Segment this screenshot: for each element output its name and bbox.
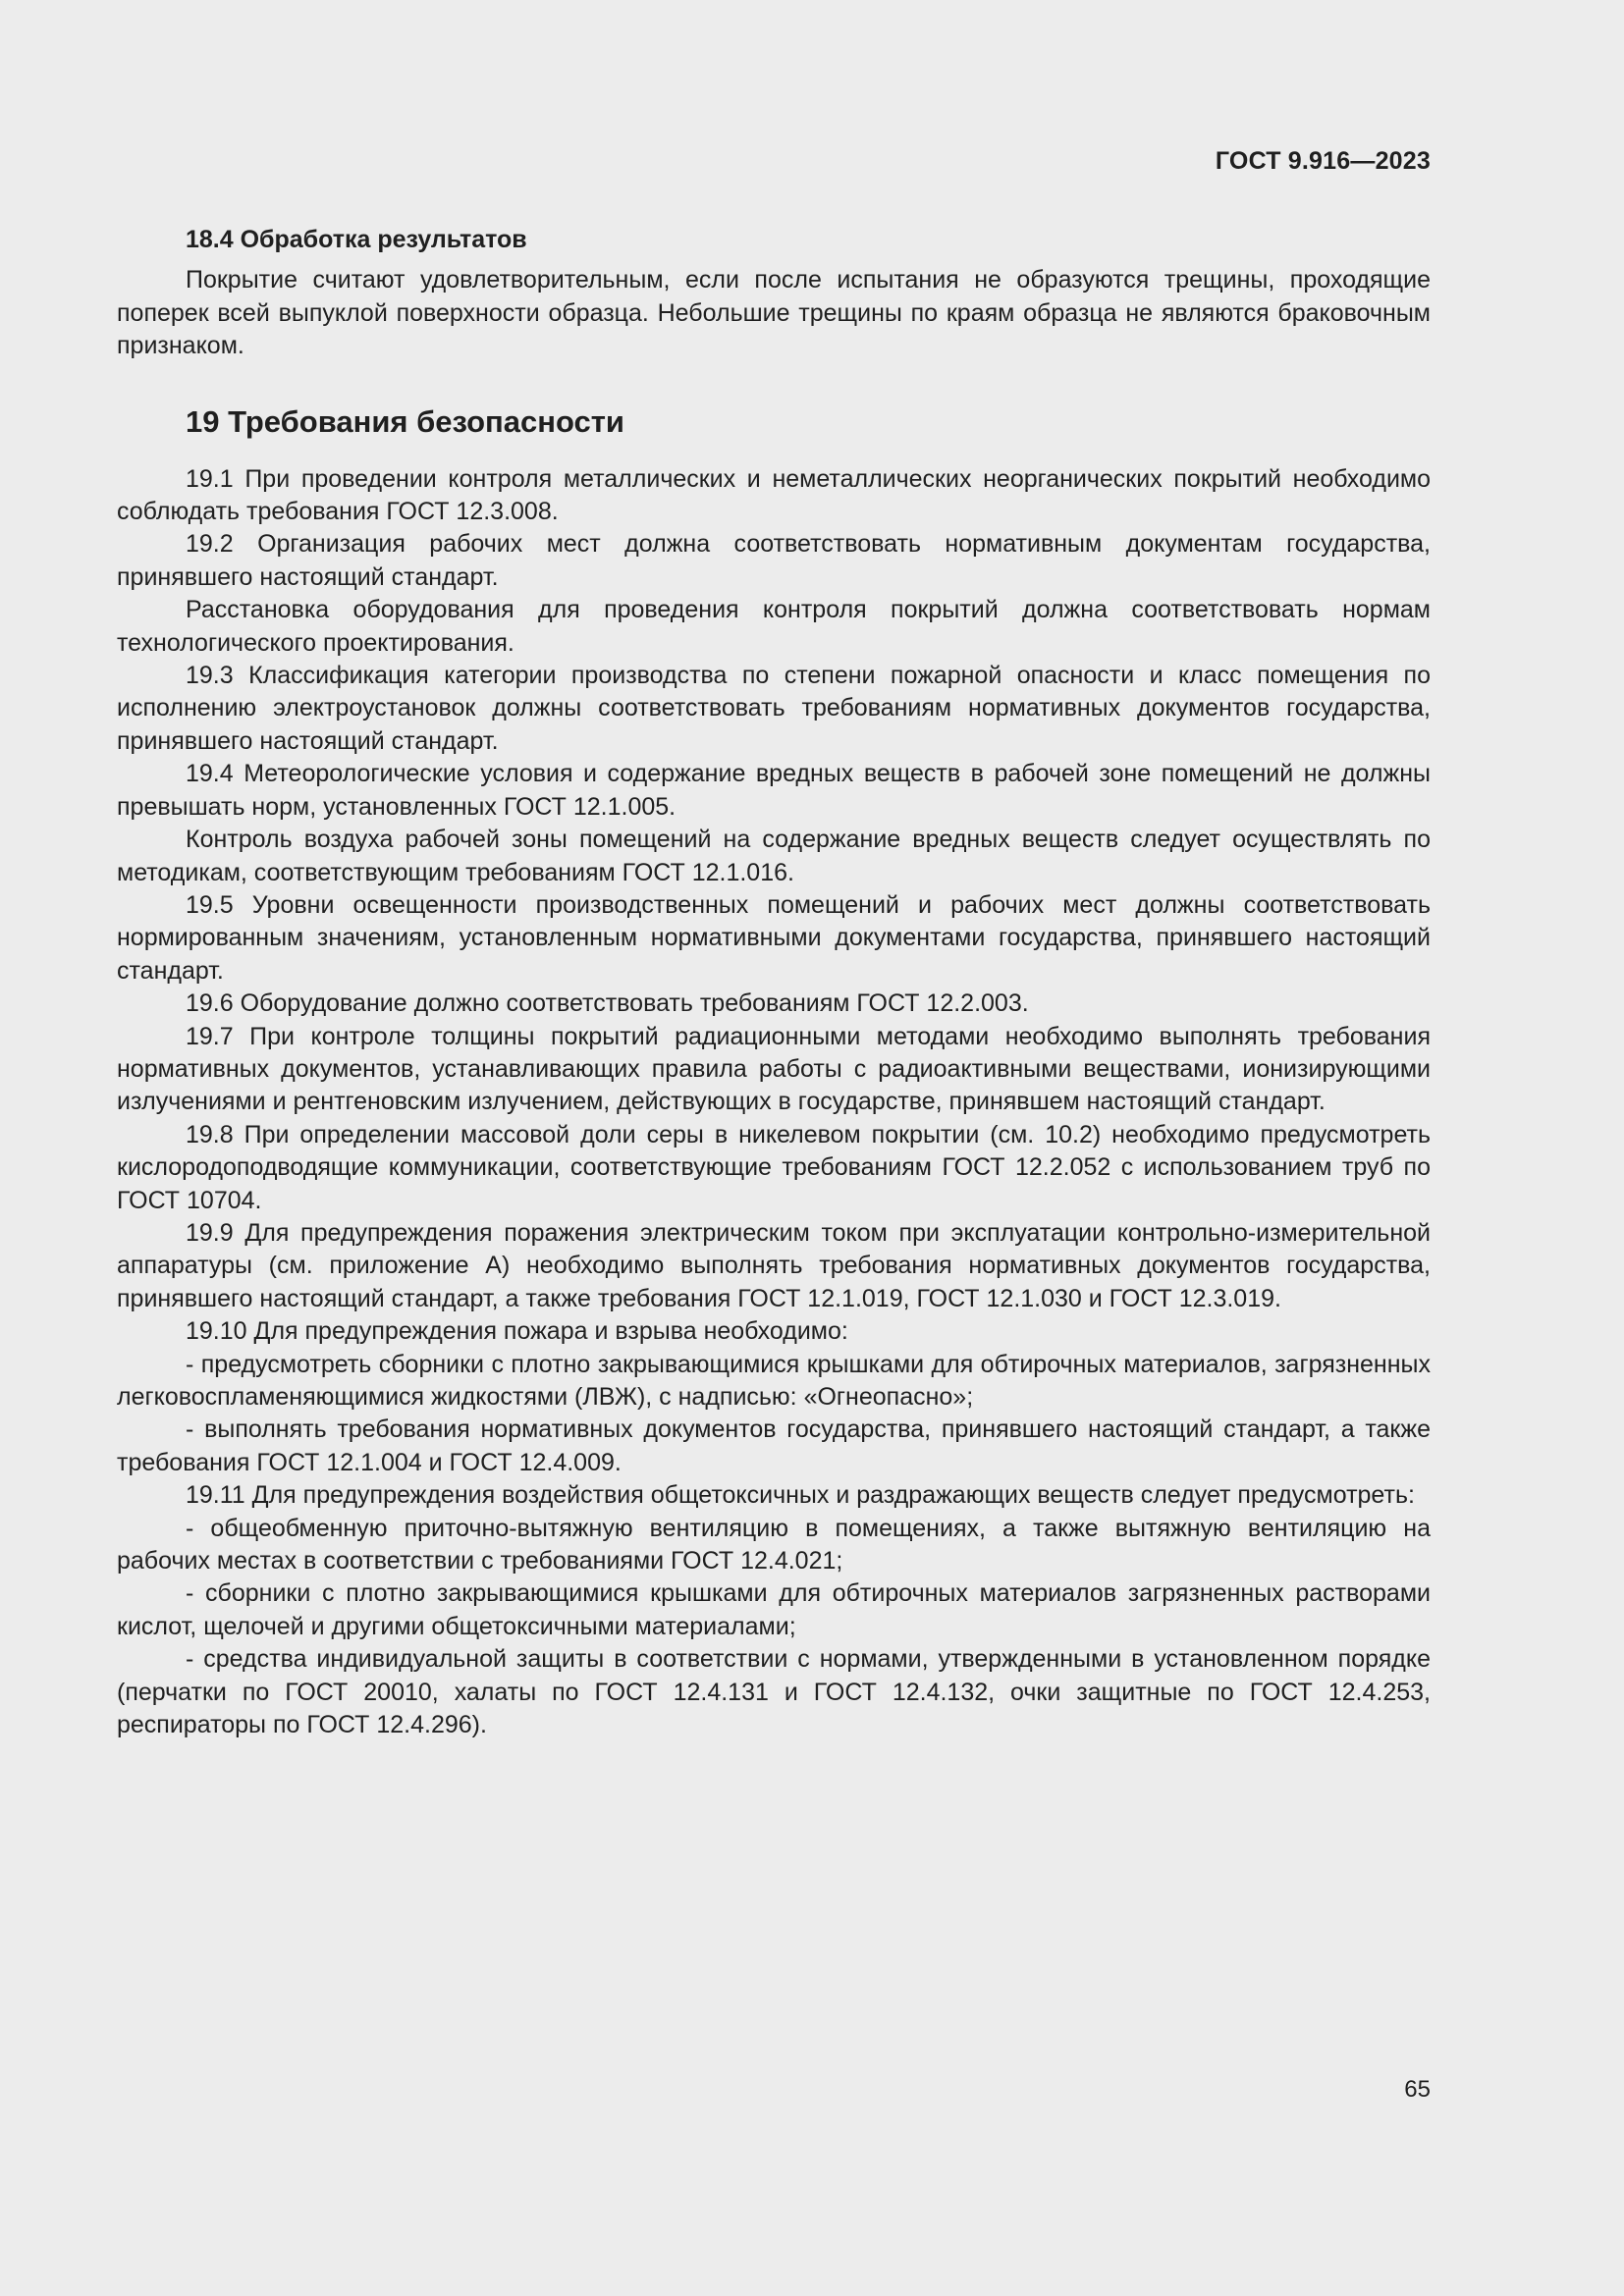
- list-item-19-11-ventilation: - общеобменную приточно-вытяжную вентиляцию в помещениях, а также вытяжную вентиляцию на рабочих местах в соответствии с требованиями ГОСТ 12.4.021;: [117, 1514, 1431, 1575]
- list-item-19-10-requirements: - выполнять требования нормативных документов государства, принявшего настоящий стандарт, а также требования ГОСТ 12.1.004 и ГОСТ 12.4.009.: [117, 1415, 1431, 1476]
- paragraph-19-8: 19.8 При определении массовой доли серы в никелевом покрытии (см. 10.2) необходимо предусмотреть кислородоподводящие коммуникации, соответствующие требованиям ГОСТ 12.2.052 с использованием труб по ГОСТ 10704.: [117, 1120, 1431, 1214]
- paragraph-19-11: 19.11 Для предупреждения воздействия общетоксичных и раздражающих веществ следует предусмотреть:: [186, 1481, 1415, 1510]
- list-item-19-10-containers: - предусмотреть сборники с плотно закрывающимися крышками для обтирочных материалов, загрязненных легковоспламеняющимися жидкостями (ЛВЖ), с надписью: «Огнеопасно»;: [117, 1350, 1431, 1411]
- paragraph-19-5: 19.5 Уровни освещенности производственных помещений и рабочих мест должны соответствовать нормированным значениям, установленным нормативными документами государства, принявшего настоящий стандарт.: [117, 890, 1431, 985]
- list-item-19-11-containers: - сборники с плотно закрывающимися крышками для обтирочных материалов загрязненных растворами кислот, щелочей и другими общетоксичными материалами;: [117, 1579, 1431, 1640]
- paragraph-19-6: 19.6 Оборудование должно соответствовать требованиям ГОСТ 12.2.003.: [186, 989, 1029, 1018]
- paragraph-19-4-air-control: Контроль воздуха рабочей зоны помещений на содержание вредных веществ следует осуществлять по методикам, соответствующим требованиям ГОСТ 12.1.016.: [117, 826, 1431, 886]
- document-body: [117, 224, 1431, 1741]
- subsection-heading-18-4: 18.4 Обработка результатов: [186, 226, 527, 253]
- page-number: 65: [1404, 2076, 1431, 2103]
- paragraph-19-9: 19.9 Для предупреждения поражения электрическим током при эксплуатации контрольно-измерительной аппаратуры (см. приложение А) необходимо выполнять требования нормативных документов государства, принявшего настоящий стандарт, а также требования ГОСТ 12.1.019, ГОСТ 12.1.030 и ГОСТ 12.3.019.: [117, 1218, 1431, 1312]
- standard-code: ГОСТ 9.916—2023: [1215, 147, 1431, 175]
- paragraph-19-3: 19.3 Классификация категории производства по степени пожарной опасности и класс помещения по исполнению электроустановок должны соответствовать требованиям нормативных документов государства, принявшего настоящий стандарт.: [117, 662, 1431, 755]
- paragraph-18-4: Покрытие считают удовлетворительным, если после испытания не образуются трещины, проходящие поперек всей выпуклой поверхности образца. Небольшие трещины по краям образца не являются браковочным признаком.: [117, 266, 1431, 360]
- section-heading-19: 19 Требования безопасности: [186, 403, 624, 439]
- paragraph-19-10: 19.10 Для предупреждения пожара и взрыва необходимо:: [186, 1317, 848, 1346]
- paragraph-19-4: 19.4 Метеорологические условия и содержание вредных веществ в рабочей зоне помещений не должны превышать норм, установленных ГОСТ 12.1.005.: [117, 760, 1431, 821]
- paragraph-19-2: 19.2 Организация рабочих мест должна соответствовать нормативным документам государства, принявшего настоящий стандарт.: [117, 530, 1431, 591]
- paragraph-19-7: 19.7 При контроле толщины покрытий радиационными методами необходимо выполнять требования нормативных документов, устанавливающих правила работы с радиоактивными веществами, ионизирующими излучениями и рентгеновским излучением, действующих в государстве, принявшем настоящий стандарт.: [117, 1022, 1431, 1116]
- paragraph-19-2-equipment: Расстановка оборудования для проведения контроля покрытий должна соответствовать нормам технологического проектирования.: [117, 596, 1431, 657]
- paragraph-19-1: 19.1 При проведении контроля металлических и неметаллических неорганических покрытий необходимо соблюдать требования ГОСТ 12.3.008.: [117, 464, 1431, 526]
- list-item-19-11-protection: - средства индивидуальной защиты в соответствии с нормами, утвержденными в установленном порядке (перчатки по ГОСТ 20010, халаты по ГОСТ 12.4.131 и ГОСТ 12.4.132, очки защитные по ГОСТ 12.4.253, респираторы по ГОСТ 12.4.296).: [117, 1645, 1431, 1739]
